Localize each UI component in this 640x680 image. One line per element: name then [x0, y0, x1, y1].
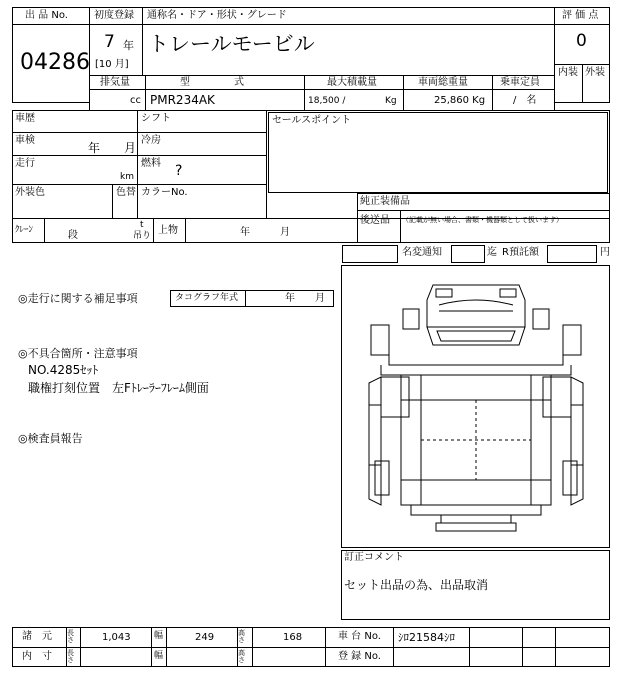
ext-color-label: 外装色 — [15, 187, 45, 198]
capacity-label: 乗車定員 — [500, 77, 540, 88]
height-label-2: 高さ — [238, 649, 245, 664]
crane-joubutsu: 上物 — [158, 225, 178, 236]
exterior-label: 外装 — [585, 67, 605, 78]
shift-label: シフト — [141, 113, 171, 124]
color-no-label: カラーNo. — [141, 187, 188, 198]
specs-label: 諸 元 — [22, 631, 52, 642]
displacement-unit: cc — [130, 95, 141, 106]
crane-t: t — [140, 220, 144, 230]
lot-no-label: 出 品 No. — [25, 10, 68, 21]
width-label-2: 幅 — [154, 651, 164, 661]
mileage-label: 走行 — [15, 158, 35, 169]
genuine-equipment-label: 純正装備品 — [360, 196, 410, 207]
first-reg-label: 初度登録 — [94, 10, 134, 21]
height-label-1: 高さ — [238, 629, 245, 644]
attachments-label: 後送品 — [360, 215, 390, 226]
length-label-2: 長さ — [67, 649, 74, 664]
score-label: 評 価 点 — [562, 10, 599, 21]
width-label-1: 幅 — [154, 631, 164, 641]
model-value: PMR234AK — [150, 93, 215, 107]
yen-label: 円 — [600, 247, 610, 258]
r-deposit-label: R預託額 — [502, 247, 539, 258]
tacho-value: 年 月 — [285, 293, 325, 304]
gross-weight-label: 車両総重量 — [418, 77, 468, 88]
length-label-1: 長さ — [67, 629, 74, 644]
car-name: トレールモービル — [148, 32, 315, 56]
inspector-report-label: ◎検査員報告 — [18, 432, 83, 445]
correction-text: セット出品の為、出品取消 — [344, 578, 489, 592]
defects-line1: NO.4285ｾｯﾄ — [28, 363, 99, 377]
max-load-value: 18,500 / — [308, 96, 346, 106]
width-value: 249 — [195, 632, 215, 643]
max-load-unit: Kg — [385, 96, 397, 106]
reg-month: [10 月] — [95, 59, 129, 70]
attachments-note: （記載が無い場合、書類・機器類として扱います） — [402, 216, 563, 224]
interior-dims-label: 内 寸 — [22, 651, 52, 662]
reg-no-label: 登 録 No. — [338, 651, 381, 662]
name-change-box — [451, 245, 485, 263]
crane-label: ｸﾚｰﾝ — [15, 225, 34, 235]
supplement-label: ◎走行に関する補足事項 — [18, 292, 138, 305]
r-deposit-box — [547, 245, 597, 263]
correction-label: 訂正コメント — [344, 552, 404, 563]
car-name-label: 通称名・ドア・形状・グレード — [147, 10, 287, 21]
fuel-label: 燃料 — [141, 158, 161, 169]
plate-value: ｼﾛ21584ｼﾛ — [398, 631, 455, 644]
interior-label: 内装 — [558, 67, 578, 78]
history-label: 車歴 — [15, 113, 35, 124]
fuel-value: ? — [175, 163, 183, 179]
color-change-label: 色替 — [116, 187, 136, 198]
reg-year-unit: 年 — [123, 39, 134, 52]
crane-date: 年 月 — [240, 227, 290, 238]
vehicle-diagram-icon — [341, 265, 610, 548]
reg-year: 7 — [104, 32, 115, 52]
score-value: 0 — [576, 31, 587, 51]
length-value: 1,043 — [102, 632, 131, 643]
defects-line2: 職権打刻位置 左Fﾄﾚｰﾗｰﾌﾚｰﾑ側面 — [28, 381, 209, 395]
model-label: 型 式 — [180, 77, 252, 88]
sales-point-label: セールスポイント — [272, 115, 352, 126]
max-load-label: 最大積載量 — [327, 77, 377, 88]
tacho-label: タコグラフ年式 — [175, 293, 239, 303]
displacement-label: 排気量 — [100, 77, 130, 88]
capacity-value: / 名 — [513, 95, 537, 106]
inspection-label: 車検 — [15, 135, 35, 146]
crane-tsuri: 吊り — [133, 231, 152, 241]
height-value: 168 — [283, 632, 303, 643]
name-change-label: 名変通知 — [402, 247, 442, 258]
lot-no: 04286 — [20, 50, 90, 75]
gross-weight-value: 25,860 Kg — [434, 95, 486, 106]
inspection-value: 年 月 — [88, 141, 137, 155]
aircon-label: 冷房 — [141, 135, 161, 146]
deadline-label: 迄 — [487, 247, 497, 258]
plate-label: 車 台 No. — [338, 631, 381, 642]
mileage-unit: km — [120, 172, 134, 182]
defects-label: ◎不具合箇所・注意事項 — [18, 347, 138, 360]
crane-dan: 段 — [68, 230, 78, 241]
notice-blank-box — [342, 245, 398, 263]
